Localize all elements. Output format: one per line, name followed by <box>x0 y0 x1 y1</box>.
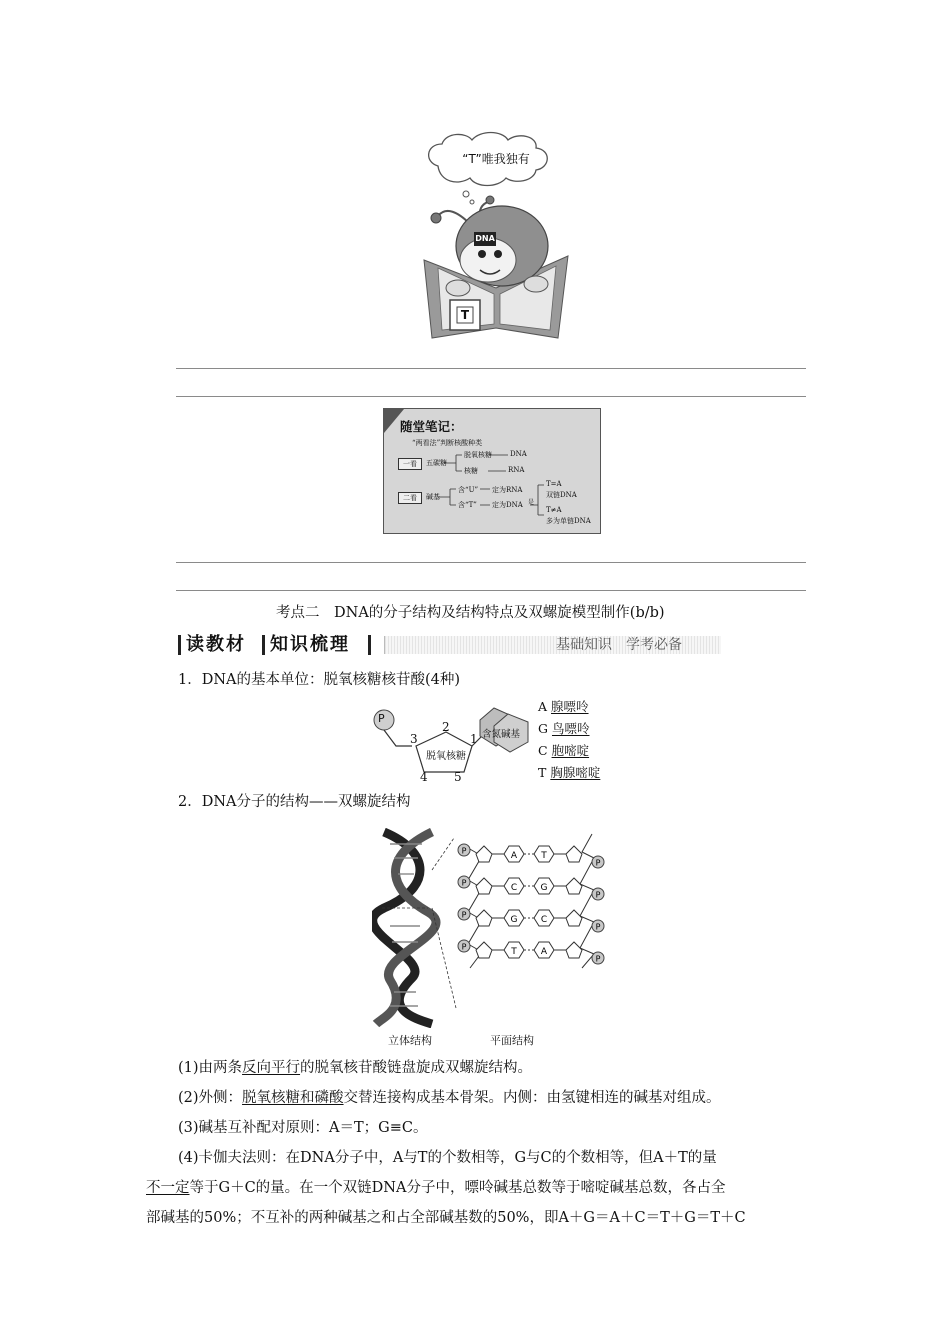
item1-line <box>178 670 460 690</box>
point-4-underline: 不一定 <box>146 1180 190 1196</box>
nucleotide-n2: 2 <box>442 720 450 734</box>
notes-rna-1: RNA <box>508 466 525 474</box>
point-4-line-3: 部碱基的50%；不互补的两种碱基之和占全部碱基数的50%，即A＋G＝A＋C＝T＋G＝T＋C <box>146 1210 746 1226</box>
nucleotide-n1: 1 <box>470 732 478 746</box>
notes-ribose: 核糖 <box>464 467 478 475</box>
base-letter: G <box>538 721 548 736</box>
point-4-line-1: (4)卡伽夫法则：在DNA分子中，A与T的个数相等，G与C的个数相等，但A＋T的量 <box>178 1150 717 1166</box>
nucleotide-base: 含氮碱基 <box>482 729 521 740</box>
base-list <box>538 697 628 785</box>
notes-step2: 二看 <box>398 492 422 504</box>
book-tile-label: T <box>460 308 470 322</box>
sugar-right <box>566 878 582 894</box>
section-title: 考点二 DNA的分子结构及结构特点及双螺旋模型制作(b/b) <box>276 605 665 621</box>
item2-line: 2．DNA分子的结构——双螺旋结构 <box>178 794 411 810</box>
point-1 <box>178 1058 532 1078</box>
caption-3d: 立体结构 <box>388 1034 432 1047</box>
sugar-right <box>566 942 582 958</box>
shirt-label: DNA <box>475 234 495 243</box>
base-left-label: G <box>510 915 518 925</box>
phosphate-right-label: P <box>595 890 601 900</box>
base-letter: C <box>538 743 548 758</box>
point-2-a: (2)外侧： <box>178 1090 243 1106</box>
nucleotide-sugar: 脱氧核糖 <box>426 751 466 762</box>
base-item-g <box>538 719 628 741</box>
base-right-label: G <box>540 883 548 893</box>
point-2-underline: 脱氧核糖和磷酸 <box>242 1090 344 1106</box>
mascot-illustration <box>418 128 578 340</box>
banner-bar-1 <box>178 635 181 655</box>
notes-sugar: 五碳糖 <box>426 459 447 467</box>
base-letter: A <box>538 699 548 714</box>
caption-planar: 平面结构 <box>490 1034 534 1047</box>
base-name: 胞嘧啶 <box>551 743 590 758</box>
phosphate-right-label: P <box>595 954 601 964</box>
point-1-underline: 反向平行 <box>242 1060 301 1076</box>
speech-bubble-text: “T”唯我独有 <box>462 152 530 166</box>
notes-card <box>383 408 601 534</box>
banner-bar-2 <box>262 635 265 655</box>
sugar-right <box>566 846 582 862</box>
notes-deoxyribose: 脱氧核糖 <box>464 451 492 459</box>
point-1-b: 的脱氧核苷酸链盘旋成双螺旋结构。 <box>300 1060 533 1076</box>
base-name: 胸腺嘧啶 <box>550 765 601 780</box>
banner-bar-3 <box>368 635 371 655</box>
dna-helix-drawing <box>372 828 612 1028</box>
banner-title-2: 知识梳理 <box>270 634 350 655</box>
sugar-left <box>476 910 492 926</box>
notes-multi-single: 多为单链DNA <box>546 517 591 525</box>
notes-ta-neq: T≠A <box>546 506 562 514</box>
phosphate-left-label: P <box>461 846 467 856</box>
point-2-b: 交替连接构成基本骨架。内侧：由氢键相连的碱基对组成。 <box>343 1090 721 1106</box>
base-right-label: C <box>540 915 548 925</box>
notes-ta-eq: T=A <box>546 480 562 488</box>
banner-subtitle: 基础知识 学考必备 <box>556 637 682 653</box>
base-item-t <box>538 763 628 785</box>
sugar-left <box>476 942 492 958</box>
note-line-2 <box>176 396 806 397</box>
base-left-label: A <box>510 851 518 861</box>
base-left-label: T <box>511 947 517 957</box>
notes-has-u: 含“U” <box>458 486 479 494</box>
notes-dna-1: DNA <box>510 450 527 458</box>
nucleotide-phosphate: P <box>378 712 385 725</box>
nucleotide-n4: 4 <box>420 770 428 784</box>
notes-has-t: 含“T” <box>458 501 477 509</box>
notes-base: 碱基 <box>426 493 440 501</box>
base-name: 腺嘌呤 <box>551 699 589 714</box>
section-banner <box>178 633 720 657</box>
phosphate-left-label: P <box>461 878 467 888</box>
notes-method: “两看法”判断核酸种类 <box>412 439 483 447</box>
notes-title: 随堂笔记： <box>400 419 463 434</box>
notes-is-rna: 定为RNA <box>492 486 523 494</box>
point-2 <box>178 1088 721 1108</box>
base-item-a <box>538 697 628 719</box>
phosphate-right-label: P <box>595 922 601 932</box>
phosphate-left-label: P <box>461 942 467 952</box>
nucleotide-n5: 5 <box>454 770 462 784</box>
item1-content: 脱氧核糖核苷酸(4种) <box>323 672 461 688</box>
phosphate-right-label: P <box>595 858 601 868</box>
nucleotide-n3: 3 <box>410 732 418 746</box>
sugar-left <box>476 878 492 894</box>
phosphate-left-label: P <box>461 910 467 920</box>
point-4-line-2 <box>146 1178 725 1198</box>
note-line-1 <box>176 368 806 369</box>
base-name: 鸟嘌呤 <box>551 721 590 736</box>
base-right-label: A <box>540 947 548 957</box>
notes-step1: 一看 <box>398 458 422 470</box>
point-4-b: 等于G＋C的量。在一个双链DNA分子中，嘌呤碱基总数等于嘧啶碱基总数，各占全 <box>189 1180 726 1196</box>
notes-is-dna: 定为DNA <box>492 501 523 509</box>
base-letter: T <box>538 765 547 780</box>
point-1-a: (1)由两条 <box>178 1060 243 1076</box>
sugar-left <box>476 846 492 862</box>
item1-prefix: 1．DNA的基本单位： <box>178 672 324 688</box>
notes-yes: 是 <box>528 499 535 506</box>
note-line-3 <box>176 562 806 563</box>
base-left-label: C <box>510 883 518 893</box>
point-3: (3)碱基互补配对原则：A＝T；G≡C。 <box>178 1120 428 1136</box>
banner-title-1: 读教材 <box>186 634 246 655</box>
dna-helix-figure <box>372 828 612 1050</box>
note-line-4 <box>176 590 806 591</box>
base-item-c <box>538 741 628 763</box>
base-right-label: T <box>541 851 547 861</box>
sugar-right <box>566 910 582 926</box>
notes-double-dna: 双链DNA <box>546 491 577 499</box>
